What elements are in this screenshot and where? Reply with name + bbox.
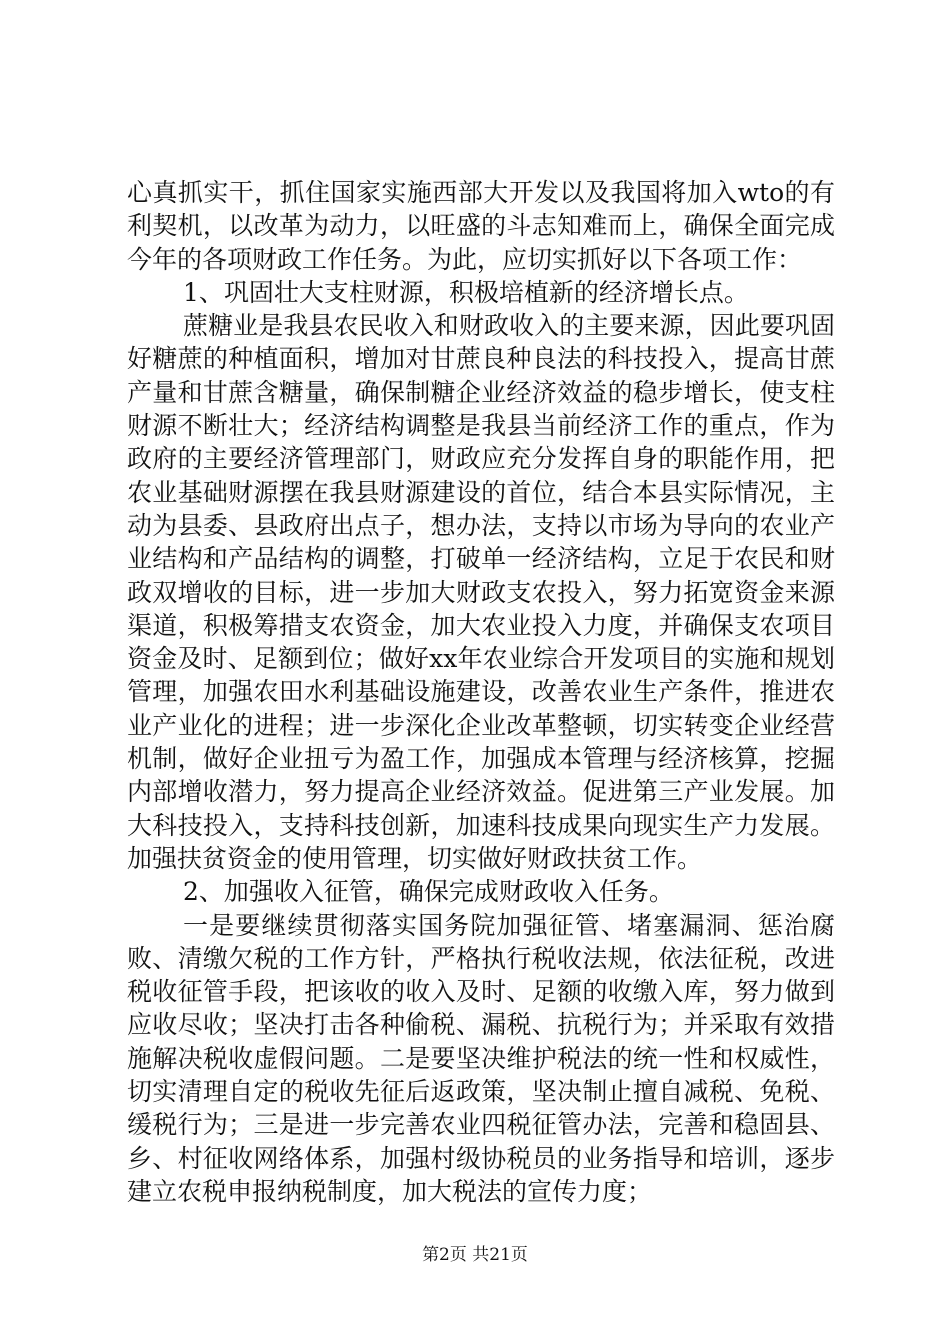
paragraph-sugar-industry: 蔗糖业是我县农民收入和财政收入的主要来源，因此要巩固好糖蔗的种植面积，增加对甘蔗良种良法的科技投入，提高甘蔗产量和甘蔗含糖量，确保制糖企业经济效益的稳步增长，使支柱财源不断壮大；经济结构调整是我县当前经济工作的重点，作为政府的主要经济管理部门，财政应充分发挥自身的职能作用，把农业基础财源摆在我县财源建设的首位，结合本县实际情况，主动为县委、县政府出点子，想办法，支持以市场为导向的农业产业结构和产品结构的调整，打破单一经济结构，立足于农民和财政双增收的目标，进一步加大财政支农投入，努力拓宽资金来源渠道，积极筹措支农资金，加大农业投入力度，并确保支农项目资金及时、足额到位；做好xx年农业综合开发项目的实施和规划管理，加强农田水利基础设施建设，改善农业生产条件，推进农业产业化的进程；进一步深化企业改革整顿，切实转变企业经营机制，做好企业扭亏为盈工作，加强成本管理与经济核算，挖掘内部增收潜力，努力提高企业经济效益。促进第三产业发展。加大科技投入，支持科技创新，加速科技成果向现实生产力发展。加强扶贫资金的使用管理，切实做好财政扶贫工作。 [127,311,835,873]
paragraph-tax-collection: 一是要继续贯彻落实国务院加强征管、堵塞漏洞、惩治腐败、清缴欠税的工作方针，严格执行税收法规，依法征税，改进税收征管手段，把该收的收入及时、足额的收缴入库，努力做到应收尽收；坚决打击各种偷税、漏税、抗税行为；并采取有效措施解决税收虚假问题。二是要坚决维护税法的统一性和权威性，切实清理自定的税收先征后返政策，坚决制止擅自减税、免税、缓税行为；三是进一步完善农业四税征管办法，完善和稳固县、乡、村征收网络体系，加强村级协税员的业务指导和培训，逐步建立农税申报纳税制度，加大税法的宣传力度； [127,910,835,1206]
paragraph-continuation: 心真抓实干，抓住国家实施西部大开发以及我国将加入wto的有利契机，以改革为动力，以旺盛的斗志知难而上，确保全面完成今年的各项财政工作任务。为此，应切实抓好以下各项工作： [127,178,835,274]
page-number: 第2页 共21页 [422,1245,528,1265]
section-heading-1: 1、巩固壮大支柱财源，积极培植新的经济增长点。 [183,277,749,307]
document-body [127,176,835,1208]
section-heading-2: 2、加强收入征管，确保完成财政收入任务。 [183,877,674,907]
